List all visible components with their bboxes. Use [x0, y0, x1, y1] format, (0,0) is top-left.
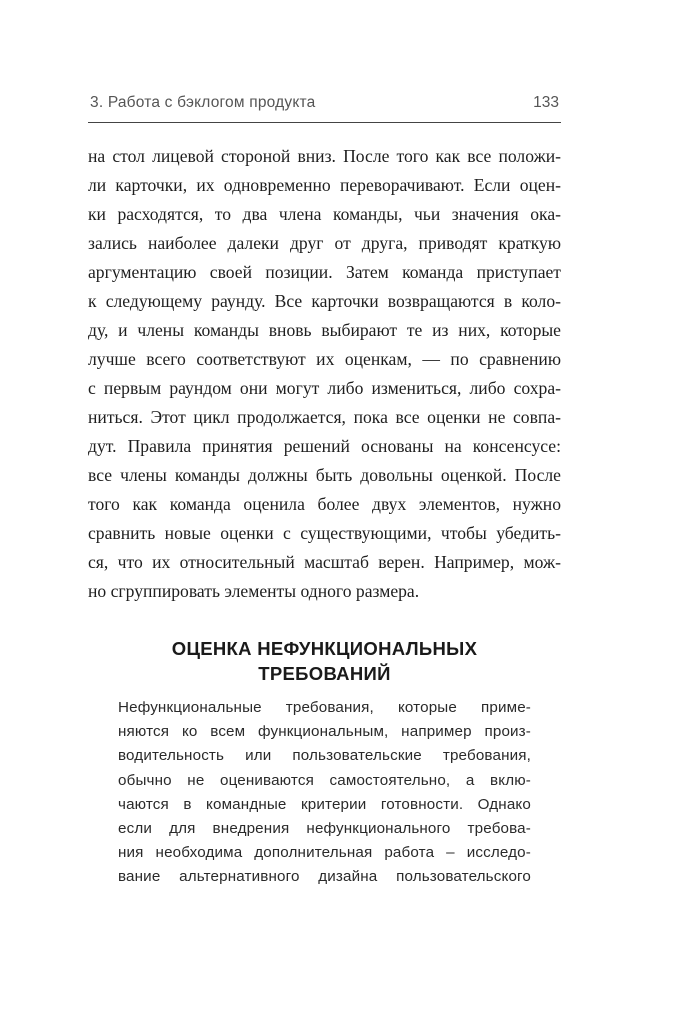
section-heading-line: ТРЕБОВАНИЙ: [258, 663, 391, 684]
running-header: [88, 92, 561, 118]
section-heading: [88, 636, 561, 686]
body-line: на стол лицевой стороной вниз. После того как все положи-: [88, 146, 561, 166]
body-line: зались наиболее далеки друг от друга, приводят краткую: [88, 233, 561, 253]
header-divider: [88, 122, 561, 123]
body-line: но сгруппировать элементы одного размера.: [88, 581, 420, 601]
page-number: 133: [533, 94, 559, 111]
sidebar-text: [118, 696, 531, 890]
body-line: ду, и члены команды вновь выбирают те из них, которые: [88, 320, 561, 340]
body-line: ли карточки, их одновременно переворачивают. Если оцен-: [88, 175, 561, 195]
body-line: с первым раундом они могут либо измениться, либо сохра-: [88, 378, 561, 398]
body-line: ниться. Этот цикл продолжается, пока все оценки не совпа-: [88, 407, 561, 427]
body-line: сравнить новые оценки с существующими, чтобы убедить-: [88, 523, 561, 543]
sidebar-line: обычно не оцениваются самостоятельно, а вклю-: [118, 771, 531, 789]
sidebar-line: чаются в командные критерии готовности. Однако: [118, 795, 531, 813]
body-line: все члены команды должны быть довольны оценкой. После: [88, 465, 561, 485]
sidebar-line: вание альтернативного дизайна пользовательского: [118, 868, 531, 886]
body-paragraph: [88, 142, 561, 606]
sidebar-line: водительность или пользовательские требования,: [118, 747, 531, 765]
sidebar-line: Нефункциональные требования, которые приме-: [118, 699, 531, 716]
sidebar-line: если для внедрения нефункционального требова-: [118, 819, 531, 837]
body-line: того как команда оценила более двух элементов, нужно: [88, 494, 561, 514]
body-line: лучше всего соответствуют их оценкам, — по сравнению: [88, 349, 561, 369]
body-line: ки расходятся, то два члена команды, чьи значения ока-: [88, 204, 561, 224]
body-line: дут. Правила принятия решений основаны на консенсусе:: [88, 436, 561, 456]
body-line: ся, что их относительный масштаб верен. Например, мож-: [88, 552, 561, 572]
chapter-title: 3. Работа с бэклогом продукта: [90, 94, 316, 111]
body-line: аргументацию своей позиции. Затем команда приступает: [88, 262, 561, 282]
sidebar-line: ния необходима дополнительная работа – исследо-: [118, 844, 531, 862]
body-line: к следующему раунду. Все карточки возвращаются в коло-: [88, 291, 561, 311]
section-heading-line: ОЦЕНКА НЕФУНКЦИОНАЛЬНЫХ: [171, 638, 478, 659]
sidebar-line: няются ко всем функциональным, например произ-: [118, 723, 531, 741]
